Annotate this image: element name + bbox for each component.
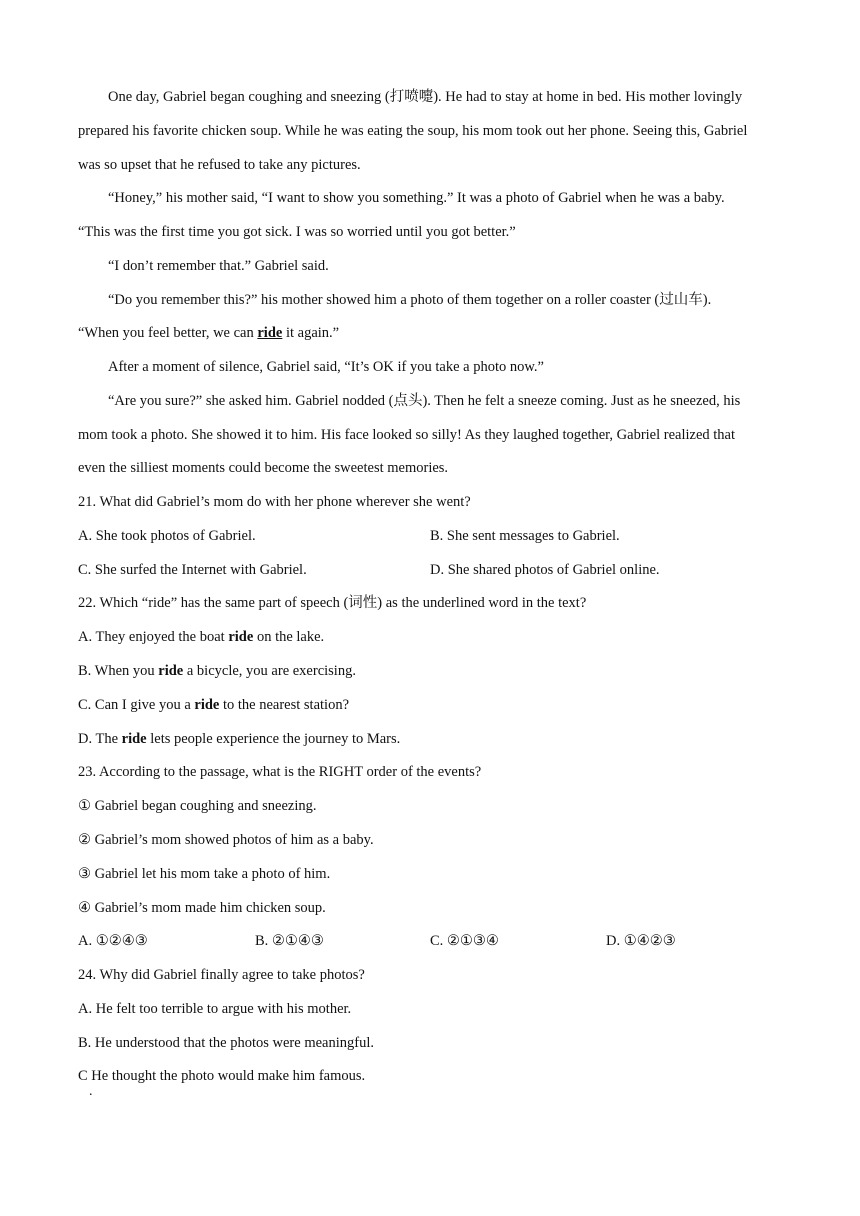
passage-line: “This was the first time you got sick. I was so worried until you got better.”	[78, 224, 516, 240]
option-24-b: B. He understood that the photos were meaningful.	[78, 1035, 374, 1051]
option-23-d: D. ①④②③	[606, 933, 676, 949]
passage-line: “I don’t remember that.” Gabriel said.	[108, 258, 329, 274]
option-23-b: B. ②①④③	[255, 933, 324, 949]
event-item: ② Gabriel’s mom showed photos of him as a baby.	[78, 832, 374, 848]
question-23: 23. According to the passage, what is the RIGHT order of the events?	[78, 764, 482, 780]
text-span: “When you feel better, we can	[78, 325, 258, 341]
passage-line: “Do you remember this?” his mother showed him a photo of them together on a roller coaster (过山车).	[108, 292, 712, 308]
passage-line: After a moment of silence, Gabriel said, “It’s OK if you take a photo now.”	[108, 359, 544, 375]
option-21-d: D. She shared photos of Gabriel online.	[430, 562, 660, 578]
underlined-word: ride	[257, 325, 283, 341]
option-22-b	[78, 661, 356, 681]
option-21-c: C. She surfed the Internet with Gabriel.	[78, 562, 307, 578]
text-span: A. They enjoyed the boat	[78, 629, 229, 645]
question-24: 24. Why did Gabriel finally agree to take photos?	[78, 967, 365, 983]
passage-line: even the silliest moments could become the sweetest memories.	[78, 460, 449, 476]
text-span: B. When you	[78, 663, 159, 679]
text-span: C. Can I give you a	[78, 697, 195, 713]
option-21-b: B. She sent messages to Gabriel.	[430, 528, 620, 544]
option-22-d	[78, 729, 400, 749]
bold-word: ride	[158, 663, 184, 679]
text-span: a bicycle, you are exercising.	[183, 663, 356, 679]
bold-word: ride	[228, 629, 254, 645]
option-23-c: C. ②①③④	[430, 933, 499, 949]
event-item: ① Gabriel began coughing and sneezing.	[78, 798, 317, 814]
passage-line	[78, 323, 339, 343]
option-23-a: A. ①②④③	[78, 933, 148, 949]
stray-dot: .	[89, 1084, 93, 1099]
option-24-c: C He thought the photo would make him famous.	[78, 1068, 366, 1084]
text-span: D. The	[78, 731, 122, 747]
passage-line: prepared his favorite chicken soup. While he was eating the soup, his mom took out her phone. Seeing this, Gabriel	[78, 123, 748, 139]
question-22: 22. Which “ride” has the same part of speech (词性) as the underlined word in the text?	[78, 595, 587, 611]
bold-word: ride	[121, 731, 147, 747]
text-span: on the lake.	[253, 629, 325, 645]
event-item: ③ Gabriel let his mom take a photo of him.	[78, 866, 331, 882]
passage-line: “Honey,” his mother said, “I want to show you something.” It was a photo of Gabriel when he was a baby.	[108, 190, 725, 206]
passage-line: “Are you sure?” she asked him. Gabriel nodded (点头). Then he felt a sneeze coming. Just as he sneezed, his	[108, 393, 741, 409]
option-21-a: A. She took photos of Gabriel.	[78, 528, 256, 544]
text-span: to the nearest station?	[219, 697, 350, 713]
text-span: it again.”	[282, 325, 340, 341]
passage-line: One day, Gabriel began coughing and sneezing (打喷嚏). He had to stay at home in bed. His mother lovingly	[108, 89, 743, 105]
option-22-c	[78, 695, 349, 715]
passage-line: mom took a photo. She showed it to him. His face looked so silly! As they laughed together, Gabriel realized that	[78, 427, 736, 443]
option-22-a	[78, 627, 324, 647]
option-24-a: A. He felt too terrible to argue with his mother.	[78, 1001, 352, 1017]
text-span: lets people experience the journey to Mars.	[146, 731, 401, 747]
passage-line: was so upset that he refused to take any pictures.	[78, 157, 361, 173]
event-item: ④ Gabriel’s mom made him chicken soup.	[78, 900, 326, 916]
bold-word: ride	[194, 697, 220, 713]
question-21: 21. What did Gabriel’s mom do with her phone wherever she went?	[78, 494, 471, 510]
